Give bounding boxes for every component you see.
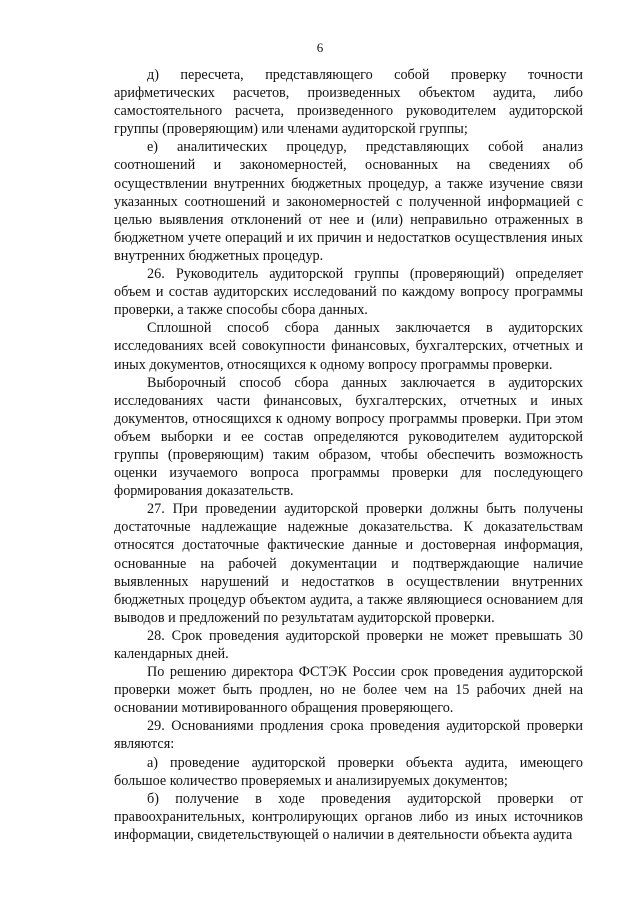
paragraph-29-b: б) получение в ходе проведения аудиторской проверки от правоохранительных, контролирующих органов либо из иных источников информации, свидетельствующей о наличии в деятельности объекта аудита: [114, 790, 583, 843]
paragraph-extension-decision: По решению директора ФСТЭК России срок проведения аудиторской проверки может быть продлен, но не более чем на 15 рабочих дней на основании мотивированного обращения проверяющего.: [114, 664, 583, 717]
paragraph-26: 26. Руководитель аудиторской группы (проверяющий) определяет объем и состав аудиторских исследований по каждому вопросу программы проверки, а также способы сбора данных.: [114, 266, 583, 319]
paragraph-d-recalculation: д) пересчета, представляющего собой проверку точности арифметических расчетов, произведенных объектом аудита, либо самостоятельного расчета, произведенного руководителем аудиторской группы (проверяющим) или членами аудиторской группы;: [114, 67, 583, 138]
paragraph-continuous-method: Сплошной способ сбора данных заключается в аудиторских исследованиях всей совокупности финансовых, бухгалтерских, отчетных и иных документов, относящихся к одному вопросу программы проверки.: [114, 320, 583, 373]
page-number: 6: [316, 40, 324, 55]
document-body: [114, 66, 583, 844]
paragraph-27: 27. При проведении аудиторской проверки должны быть получены достаточные надлежащие надежные доказательства. К доказательствам относятся достаточные фактические данные и достоверная информация, основанные на рабочей документации и подтверждающие наличие выявленных нарушений и недостатков в осуществлении внутренних бюджетных процедур объектом аудита, а также являющиеся основанием для выводов и предложений по результатам аудиторской проверки.: [114, 501, 583, 626]
paragraph-sampling-method: Выборочный способ сбора данных заключается в аудиторских исследованиях части финансовых, бухгалтерских, отчетных и иных документов, относящихся к одному вопросу программы проверки. При этом объем выборки и ее состав определяются руководителем аудиторской группы (проверяющим) таким образом, чтобы обеспечить возможность оценки изучаемого вопроса программы проверки для последующего формирования доказательств.: [114, 374, 583, 500]
paragraph-28: 28. Срок проведения аудиторской проверки не может превышать 30 календарных дней.: [114, 627, 583, 662]
paragraph-29: 29. Основаниями продления срока проведения аудиторской проверки являются:: [114, 718, 583, 753]
paragraph-e-analytical-procedures: е) аналитических процедур, представляющих собой анализ соотношений и закономерностей, основанных на сведениях об осуществлении внутренних бюджетных процедур, а также изучение связи указанных соотношений и закономерностей с полученной информацией с целью выявления отклонений от нее и (или) неправильно отраженных в бюджетном учете операций и их причин и недостатков осуществления иных внутренних бюджетных процедур.: [114, 139, 583, 264]
paragraph-29-a: а) проведение аудиторской проверки объекта аудита, имеющего большое количество проверяемых и анализируемых документов;: [114, 754, 583, 789]
